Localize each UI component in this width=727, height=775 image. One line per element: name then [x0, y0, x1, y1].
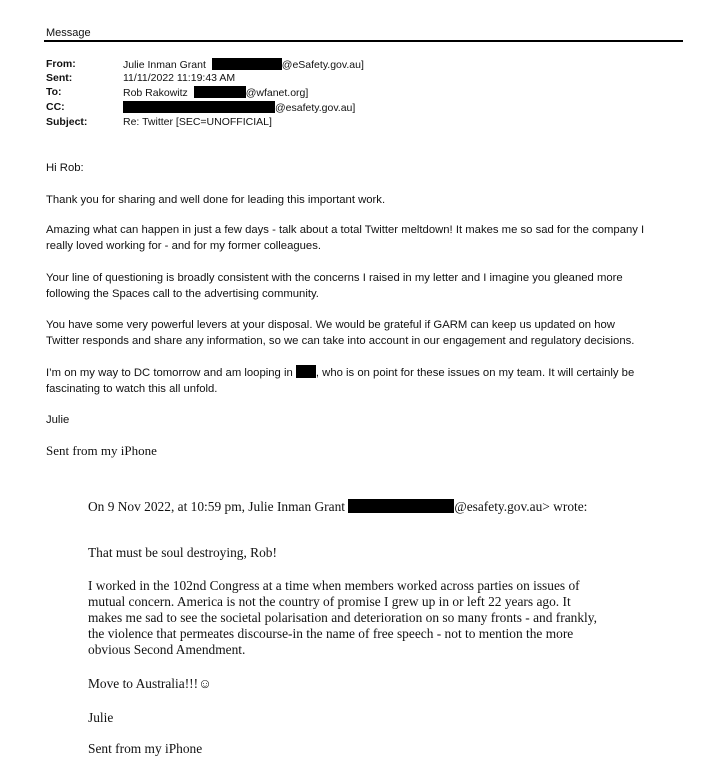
- redaction-box: [194, 86, 246, 98]
- greeting: Hi Rob:: [46, 162, 84, 174]
- quote-paragraph-2-line-2: mutual concern. America is not the country of promise I grew up in or left 22 years ago. It: [88, 594, 571, 609]
- quote-paragraph-2-line-1: I worked in the 102nd Congress at a time when members worked across parties on issues of: [88, 578, 580, 593]
- cc-value: [123, 101, 355, 114]
- paragraph-5-before: I’m on my way to DC tomorrow and am looping in: [46, 367, 293, 379]
- header-divider: [44, 40, 683, 42]
- sent-value: 11/11/2022 11:19:43 AM: [123, 72, 236, 84]
- paragraph-5-line-1: [46, 365, 634, 381]
- to-label: To:: [46, 86, 62, 98]
- from-label: From:: [46, 58, 76, 70]
- cc-domain: @esafety.gov.au]: [275, 102, 356, 114]
- paragraph-4-line-1: You have some very powerful levers at your disposal. We would be grateful if GARM can keep us updated on how: [46, 319, 615, 331]
- quote-sent-from-iphone: Sent from my iPhone: [88, 741, 203, 756]
- sent-from-iphone: Sent from my iPhone: [46, 443, 157, 458]
- quote-paragraph-3: Move to Australia!!!☺: [88, 676, 212, 691]
- signoff: Julie: [46, 414, 70, 426]
- to-name: Rob Rakowitz: [123, 87, 188, 99]
- redaction-box: [348, 499, 454, 513]
- subject-label: Subject:: [46, 116, 88, 128]
- paragraph-3-line-2: following the Spaces call to the advertising community.: [46, 288, 319, 300]
- paragraph-2-line-2: really loved working for - and for my former colleagues.: [46, 240, 322, 252]
- paragraph-3-line-1: Your line of questioning is broadly consistent with the concerns I raised in my letter and I imagine you gleaned more: [46, 272, 623, 284]
- quote-attribution-after: @esafety.gov.au> wrote:: [454, 499, 588, 514]
- to-domain: @wfanet.org]: [245, 87, 309, 99]
- quote-line-1: That must be soul destroying, Rob!: [88, 545, 277, 560]
- sent-label: Sent:: [46, 72, 73, 84]
- quote-attribution: [88, 499, 587, 514]
- paragraph-5-after: , who is on point for these issues on my team. It will certainly be: [315, 367, 635, 379]
- from-value: [123, 58, 364, 71]
- quote-paragraph-2-line-4: the violence that permeates discourse-in the name of free speech - not to mention the more: [88, 626, 574, 641]
- redaction-box: [296, 365, 316, 378]
- paragraph-1: Thank you for sharing and well done for leading this important work.: [46, 194, 386, 206]
- quote-paragraph-2-line-3: makes me sad to see the societal polarisation and deterioration on so many fronts - and frankly,: [88, 610, 597, 625]
- paragraph-4-line-2: Twitter responds and share any information, so we can take into account in our engagement and regulatory decisions.: [46, 335, 635, 347]
- from-name: Julie Inman Grant: [123, 59, 206, 71]
- paragraph-2-line-1: Amazing what can happen in just a few days - talk about a total Twitter meltdown! It makes me so sad for the company I: [46, 224, 645, 236]
- paragraph-5-line-2: fascinating to watch this all unfold.: [46, 383, 218, 395]
- subject-value: Re: Twitter [SEC=UNOFFICIAL]: [123, 116, 272, 128]
- quote-signoff: Julie: [88, 710, 114, 725]
- redaction-box: [123, 101, 275, 113]
- cc-label: CC:: [46, 101, 65, 113]
- quote-attribution-before: On 9 Nov 2022, at 10:59 pm, Julie Inman Grant: [88, 499, 345, 514]
- message-label: Message: [46, 27, 91, 39]
- redaction-box: [212, 58, 282, 70]
- quote-paragraph-2-line-5: obvious Second Amendment.: [88, 642, 246, 657]
- from-domain: @eSafety.gov.au]: [281, 59, 364, 71]
- to-value: [123, 86, 308, 99]
